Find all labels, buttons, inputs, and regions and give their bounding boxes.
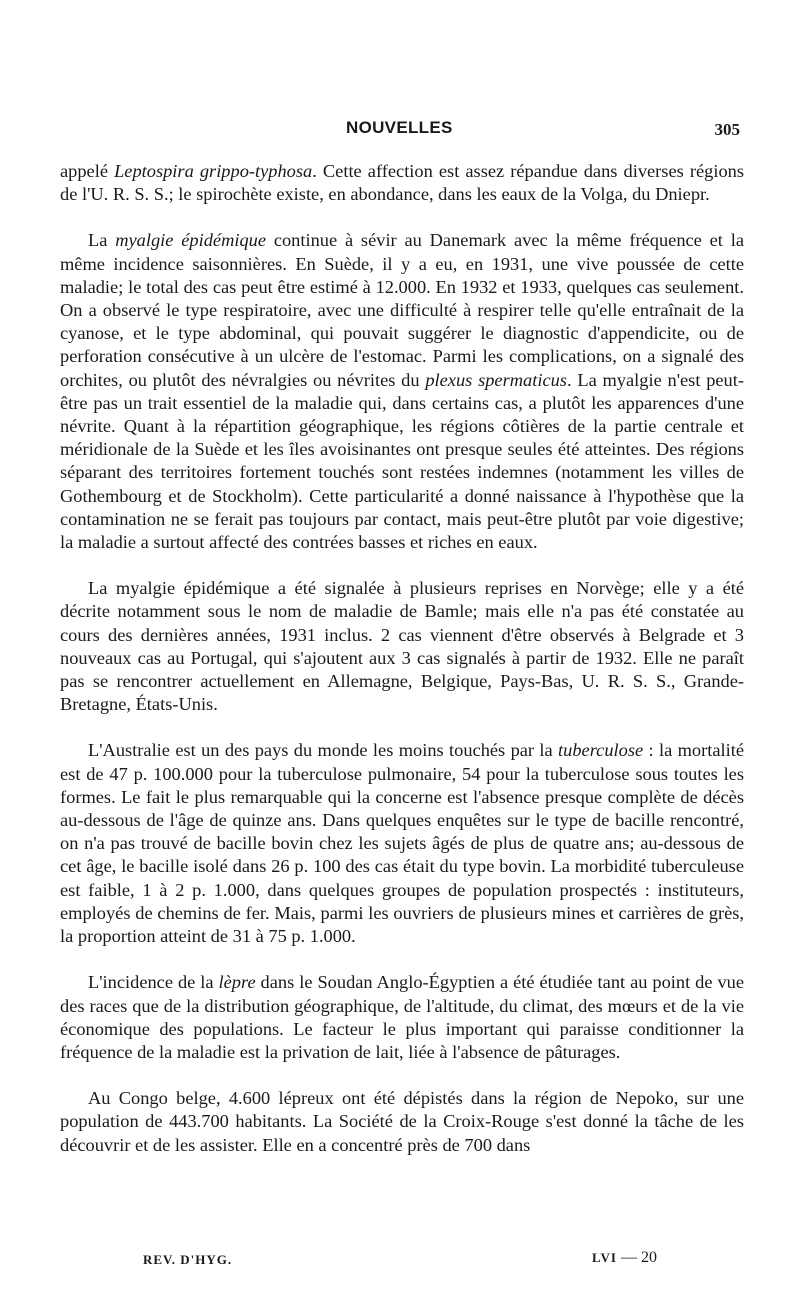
paragraph-congo-belge: Au Congo belge, 4.600 lépreux ont été dépistés dans la région de Nepoko, sur une population de 443.700 habitants. La Société de la Croix-Rouge s'est donné la tâche de les découvrir et de les assister. Elle en a concentré près de 700 dans [60, 1088, 744, 1155]
article-body [60, 160, 744, 1180]
volume-number: LVI [592, 1250, 617, 1265]
paragraph-lepre-soudan: L'incidence de la lèpre dans le Soudan Anglo-Égyptien a été étudiée tant au point de vue des races que de la distribution géographique, de l'altitude, du climat, des mœurs et de la vie économique des populations. Le facteur le plus important qui paraisse conditionner la fréquence de la maladie est la privation de lait, liée à l'absence de pâturages. [60, 972, 745, 1062]
italic-term: lèpre [218, 972, 256, 993]
italic-term: myalgie épidémique [115, 230, 267, 251]
page-footer [0, 1249, 800, 1276]
page-number: 305 [714, 120, 740, 139]
journal-abbreviation: REV. D'HYG. [143, 1252, 233, 1267]
italic-term: tuberculose [558, 740, 644, 761]
italic-term: Leptospira grippo-typhosa [114, 161, 313, 181]
sheet-number: 20 [640, 1249, 657, 1266]
italic-term: plexus spermaticus [425, 369, 567, 390]
paragraph-leptospira: appelé Leptospira grippo-typhosa. Cette affection est assez répandue dans diverses régions de l'U. R. S. S.; le spirochète existe, en abondance, dans les eaux de la Volga, du Dniepr. [60, 161, 744, 205]
signature-separator: — [620, 1249, 637, 1266]
paragraph-tuberculose-australie: L'Australie est un des pays du monde les moins touchés par la tuberculose : la mortalité est de 47 p. 100.000 pour la tuberculose pulmonaire, 54 pour la tuberculose sous toutes les formes. Le fait le plus remarquable qui la concerne est l'absence presque complète de décès au-dessous de l'âge de quinze ans. Dans quelques enquêtes sur le type de bacille rencontré, on n'a pas trouvé de bacille bovin chez les sujets âgés de plus de quatre ans; au-dessous de cet âge, le bacille isolé dans 26 p. 100 des cas était du type bovin. La morbidité tuberculeuse est faible, 1 à 2 p. 1.000, dans quelques groupes de population prospectés : instituteurs, employés de chemins de fer. Mais, parmi les ouvriers de plusieurs mines et carrières de grès, la proportion atteint de 31 à 75 p. 1.000. [60, 740, 744, 947]
paragraph-myalgie-suede: La myalgie épidémique continue à sévir au Danemark avec la même fréquence et la même incidence saisonnières. En Suède, il y a eu, en 1931, une vive poussée de cette maladie; le total des cas peut être estimé à 12.000. En 1932 et 1933, quelques cas seulement. On a observé le type respiratoire, avec une difficulté à respirer telle qu'elle entraînait de la cyanose, et le type abdominal, qui pouvait suggérer le diagnostic d'appendicite, ou de perforation consécutive à un ulcère de l'estomac. Parmi les complications, on a signalé des orchites, ou plutôt des névralgies ou névrites du plexus spermaticus. La myalgie n'est peut-être pas un trait essentiel de la maladie qui, dans certains cas, a plutôt les apparences d'une névrite. Quant à la répartition géographique, les régions côtières de la partie centrale et méridionale de la Suède et les îles avoisinantes ont presque seules été atteintes. Des régions séparant des territoires fortement touchés sont restées indemnes (notamment les villes de Gothembourg et de Stockholm). Cette particularité a donné naissance à l'hypothèse que la contamination ne se ferait pas toujours par contact, mais peut-être plutôt par voie digestive; la maladie a surtout affecté des contrées basses et riches en eaux. [60, 230, 744, 553]
signature-mark [592, 1249, 657, 1267]
running-title: NOUVELLES [346, 118, 453, 137]
page-header [0, 118, 800, 148]
paragraph-myalgie-norvege: La myalgie épidémique a été signalée à plusieurs reprises en Norvège; elle y a été décrite notamment sous le nom de maladie de Bamle; mais elle n'a pas été constatée au cours des dernières années, 1931 inclus. 2 cas viennent d'être observés à Belgrade et 3 nouveaux cas au Portugal, qui s'ajoutent aux 3 cas signalés à partir de 1932. Elle ne paraît pas se rencontrer actuellement en Allemagne, Belgique, Pays-Bas, U. R. S. S., Grande-Bretagne, États-Unis. [60, 578, 744, 715]
